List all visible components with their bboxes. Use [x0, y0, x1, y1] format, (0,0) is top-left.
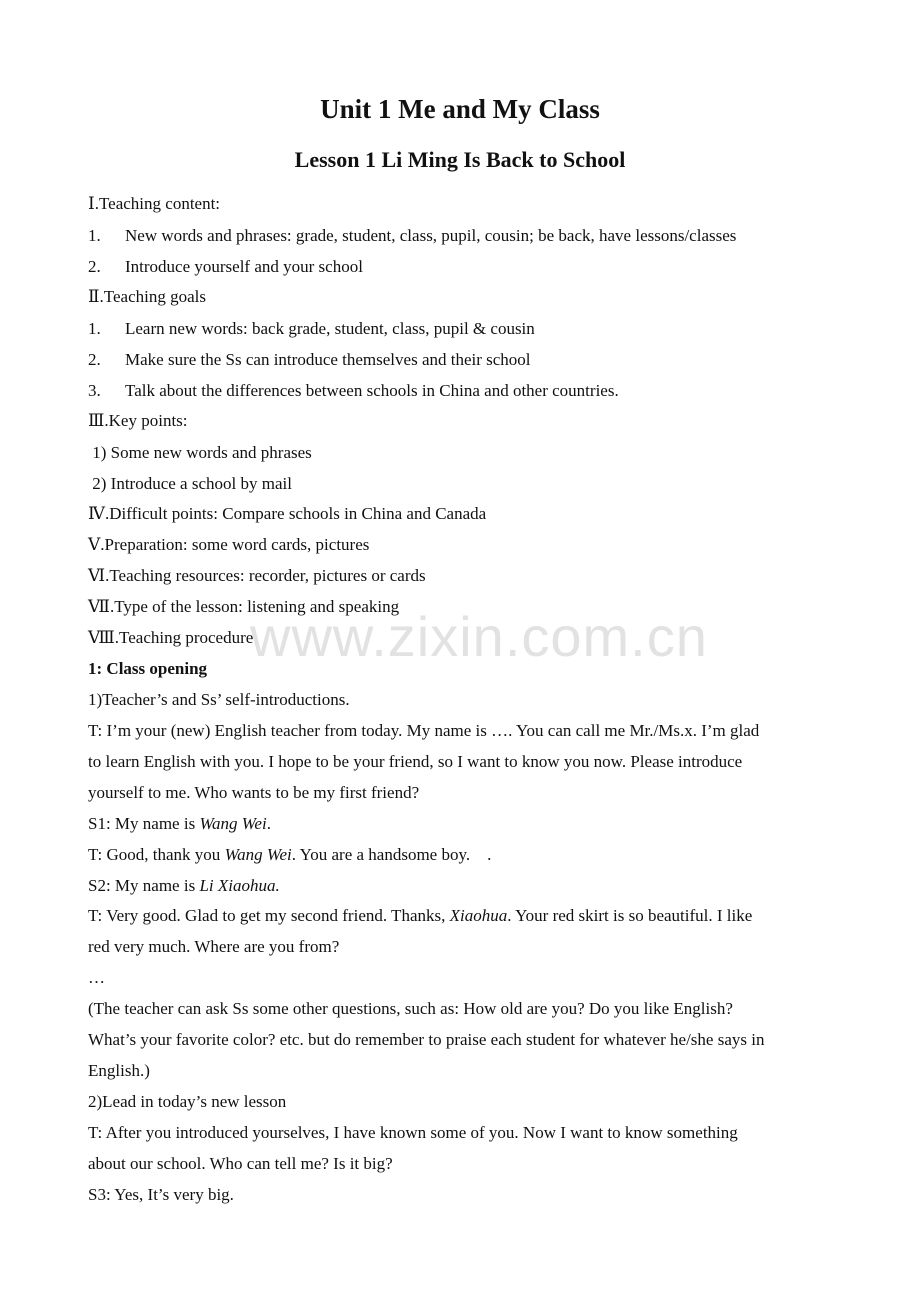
teacher-note: English.): [88, 1061, 150, 1080]
dialogue-text: S1: My name is: [88, 814, 200, 833]
item-text: Introduce yourself and your school: [125, 257, 363, 276]
watermark: www.zixin.com.cn: [250, 605, 708, 668]
item-number: 3.: [88, 381, 101, 400]
student-name: Xiaohua: [449, 906, 508, 925]
item-number: 2.: [88, 257, 101, 276]
dialogue-line: [88, 906, 752, 926]
ellipsis: …: [88, 968, 105, 987]
item-text: New words and phrases: grade, student, class, pupil, cousin; be back, have lessons/classes: [125, 226, 737, 245]
dialogue-text: . Your red skirt is so beautiful. I like: [507, 906, 753, 925]
procedure-heading: 1: Class opening: [88, 659, 208, 678]
student-name: Wang Wei: [224, 845, 292, 864]
section-teaching-goals: Ⅱ.Teaching goals: [88, 287, 206, 306]
section-lesson-type: Ⅶ.Type of the lesson: listening and speaking: [88, 597, 400, 616]
dialogue-line: about our school. Who can tell me? Is it big?: [88, 1154, 393, 1173]
section-key-points: Ⅲ.Key points:: [88, 411, 188, 430]
dialogue-line: T: After you introduced yourselves, I have known some of you. Now I want to know something: [88, 1123, 738, 1142]
item-text: Talk about the differences between schools in China and other countries.: [125, 381, 619, 400]
list-item: [88, 226, 736, 246]
list-item: [88, 381, 619, 401]
dialogue-line: S3: Yes, It’s very big.: [88, 1185, 234, 1204]
dialogue-text: T: Very good. Glad to get my second friend. Thanks,: [88, 906, 450, 925]
item-text: Make sure the Ss can introduce themselves and their school: [125, 350, 531, 369]
teacher-note: (The teacher can ask Ss some other questions, such as: How old are you? Do you like English?: [88, 999, 733, 1018]
section-preparation: Ⅴ.Preparation: some word cards, pictures: [88, 535, 370, 554]
list-item: [88, 319, 535, 339]
dialogue-text: S2: My name is: [88, 876, 200, 895]
lesson-title: Lesson 1 Li Ming Is Back to School: [294, 147, 626, 172]
dialogue-line: red very much. Where are you from?: [88, 937, 340, 956]
procedure-step: 2)Lead in today’s new lesson: [88, 1092, 287, 1111]
dialogue-line: [88, 814, 271, 834]
key-point-item: 1) Some new words and phrases: [88, 443, 312, 462]
dialogue-line: T: I’m your (new) English teacher from today. My name is …. You can call me Mr./Ms.x. I’m glad: [88, 721, 760, 740]
item-number: 1.: [88, 319, 101, 338]
dialogue-line: [88, 876, 280, 896]
section-teaching-content: Ⅰ.Teaching content:: [88, 194, 221, 213]
dialogue-line: [88, 845, 491, 865]
item-number: 2.: [88, 350, 101, 369]
teacher-note: What’s your favorite color? etc. but do remember to praise each student for whatever he/she says in: [88, 1030, 765, 1049]
list-item: [88, 350, 531, 370]
student-name: Wang Wei: [199, 814, 267, 833]
section-teaching-resources: Ⅵ.Teaching resources: recorder, pictures or cards: [88, 566, 426, 585]
dialogue-line: yourself to me. Who wants to be my first friend?: [88, 783, 420, 802]
dialogue-text: .: [266, 814, 271, 833]
procedure-step: 1)Teacher’s and Ss’ self-introductions.: [88, 690, 350, 709]
item-number: 1.: [88, 226, 101, 245]
student-name: Li Xiaohua.: [199, 876, 280, 895]
dialogue-text: T: Good, thank you: [88, 845, 225, 864]
dialogue-line: to learn English with you. I hope to be your friend, so I want to know you now. Please introduce: [88, 752, 743, 771]
unit-title: Unit 1 Me and My Class: [320, 94, 600, 124]
list-item: [88, 257, 363, 277]
section-difficult-points: Ⅳ.Difficult points: Compare schools in China and Canada: [88, 504, 487, 523]
dialogue-text: . You are a handsome boy. .: [291, 845, 492, 864]
item-text: Learn new words: back grade, student, class, pupil & cousin: [125, 319, 535, 338]
key-point-item: 2) Introduce a school by mail: [88, 474, 292, 493]
section-teaching-procedure: Ⅷ.Teaching procedure: [88, 628, 254, 647]
